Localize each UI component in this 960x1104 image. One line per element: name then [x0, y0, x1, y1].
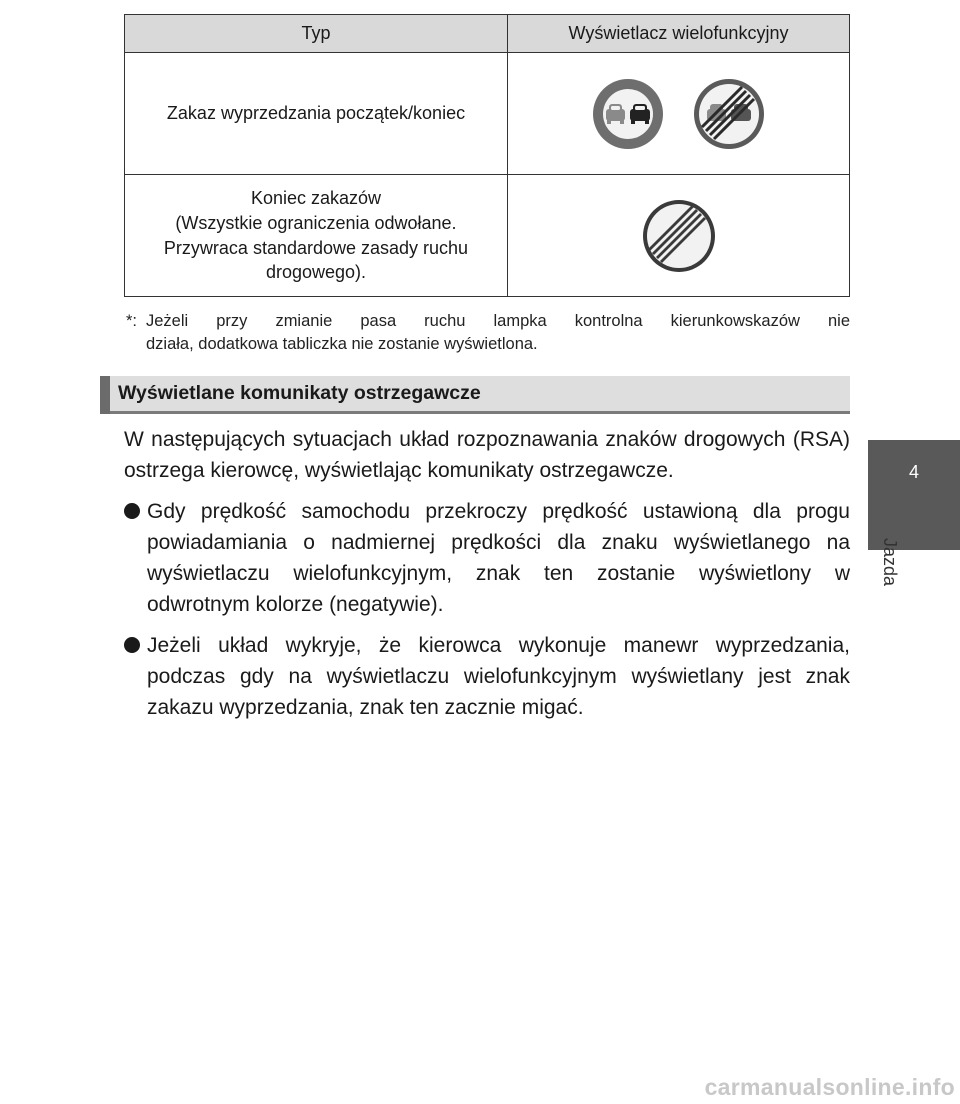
footnote-text: Jeżeli przy zmianie pasa ruchu lampka kontrolna kierunkowskazów nie [146, 312, 850, 330]
end-of-all-restrictions-sign-icon [641, 198, 717, 274]
type-cell [125, 53, 508, 175]
bullet-item [124, 496, 850, 620]
type-text: Zakaz wyprzedzania początek/koniec [166, 103, 466, 124]
sign-table [124, 14, 850, 297]
intro-paragraph: W następujących sytuacjach układ rozpoznawania znaków drogowych (RSA) ostrzega kierowcę, wyświetlając komunikaty ostrzegawcze. [124, 428, 850, 482]
no-overtaking-sign-icon [591, 77, 665, 151]
table-header-row [125, 15, 850, 53]
type-text-line: (Wszystkie ograniczenia odwołane. [175, 212, 457, 233]
bullet-text: Gdy prędkość samochodu przekroczy prędkość ustawioną dla progu powiadamiania o nadmiernej prędkości dla znaku wyświetlanego na wyświetlaczu wielofunkcyjnym, znak ten zostanie wyświetlony w odwrotnym kolorze (negatywie). [147, 500, 850, 616]
table-row [125, 175, 850, 297]
header-display: Wyświetlacz wielofunkcyjny [508, 15, 850, 53]
header-type: Typ [125, 15, 508, 53]
table-row [125, 53, 850, 175]
footnote-text: działa, dodatkowa tabliczka nie zostanie wyświetlona. [146, 335, 538, 354]
watermark: carmanualsonline.info [704, 1074, 955, 1100]
chapter-label: Jazda [880, 538, 900, 587]
bullet-dot-icon [124, 637, 140, 653]
section-header-bar [100, 376, 110, 414]
end-of-no-overtaking-sign-icon [692, 77, 766, 151]
section-header [100, 376, 850, 414]
footnote-mark: *: [126, 312, 138, 330]
type-text-line: Koniec zakazów [250, 187, 382, 208]
footnote-line [126, 310, 850, 333]
bullet-item [124, 630, 850, 723]
type-cell [125, 175, 508, 297]
section-title: Wyświetlane komunikaty ostrzegawcze [118, 382, 481, 404]
icon-cell [508, 53, 850, 175]
bullet-dot-icon [124, 503, 140, 519]
type-text-line: Przywraca standardowe zasady ruchu [163, 237, 469, 258]
chapter-tab[interactable] [868, 440, 960, 550]
type-text-line: drogowego). [265, 262, 367, 283]
icon-cell [508, 175, 850, 297]
body-text [124, 424, 850, 733]
bullet-text: Jeżeli układ wykryje, że kierowca wykonuje manewr wyprzedzania, podczas gdy na wyświetlaczu wielofunkcyjnym wyświetlany jest znak zakazu wyprzedzania, znak ten zacznie migać. [147, 634, 850, 719]
chapter-number: 4 [908, 462, 919, 482]
footnote [126, 310, 850, 356]
